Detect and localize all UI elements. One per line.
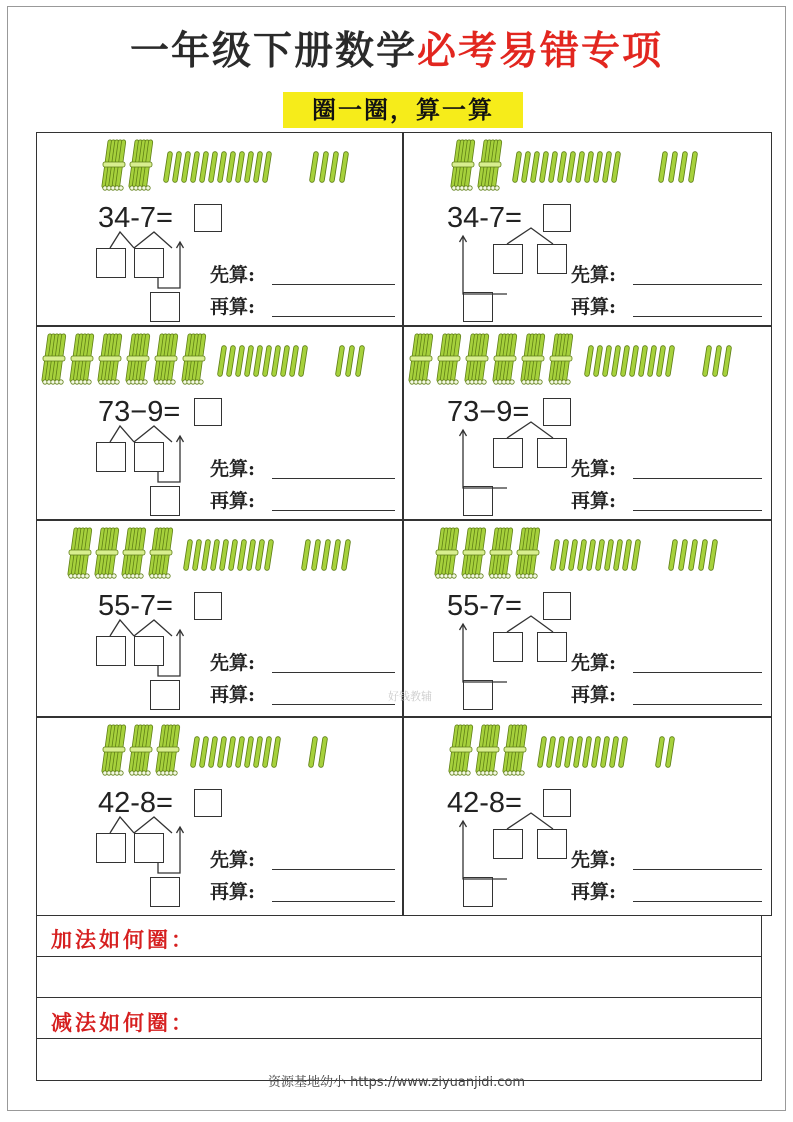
decomposition-box[interactable] [537,632,567,662]
first-step-answer-line[interactable] [633,869,762,870]
split-lines [134,232,172,248]
decomposition-box[interactable] [537,244,567,274]
decomposition-box[interactable] [96,636,126,666]
decomposition-box[interactable] [463,292,493,322]
decomposition-box[interactable] [96,442,126,472]
second-step-answer-line[interactable] [272,901,395,902]
subtraction-note-row [36,998,762,1039]
second-step-answer-line[interactable] [633,510,762,511]
first-step-label: 先算: [571,849,617,871]
decomposition-box[interactable] [134,636,164,666]
footer-source: 资源基地幼小 https://www.ziyuanjidi.com [267,1075,526,1090]
decomposition-box[interactable] [96,833,126,863]
second-step-answer-line[interactable] [633,704,762,705]
subtraction-note-label: 减法如何圈： [51,1010,195,1035]
first-step-label: 先算: [571,652,617,674]
title-part-1: 一年级下册数学 [129,29,417,74]
problem-cell [403,717,772,916]
addition-answer-line[interactable] [36,957,762,998]
decomposition-box[interactable] [537,438,567,468]
subtraction-expression: 42-8= [98,787,173,819]
first-step-label: 先算: [210,264,256,286]
first-step-label: 先算: [571,264,617,286]
first-step-label: 先算: [571,458,617,480]
page-title [0,22,793,82]
problem-cell [36,326,403,520]
subtraction-expression: 55-7= [98,590,173,622]
decomposition-box[interactable] [493,438,523,468]
decomposition-box[interactable] [150,680,180,710]
subtraction-expression: 34-7= [98,202,173,234]
decomposition-box[interactable] [150,877,180,907]
decomposition-box[interactable] [537,829,567,859]
subtraction-expression: 73−9= [98,396,181,428]
split-lines [134,817,172,833]
second-step-label: 再算: [571,490,617,512]
decomposition-box[interactable] [463,877,493,907]
second-step-label: 再算: [210,684,256,706]
first-step-answer-line[interactable] [633,478,762,479]
decomposition-box[interactable] [463,486,493,516]
decomposition-box[interactable] [493,632,523,662]
problem-cell [403,326,772,520]
first-step-answer-line[interactable] [272,284,395,285]
split-lines [507,422,553,438]
split-lines [507,813,553,829]
subtraction-expression: 42-8= [447,787,522,819]
first-step-answer-line[interactable] [272,869,395,870]
problem-cell [36,520,403,717]
decomposition-box[interactable] [134,833,164,863]
first-step-label: 先算: [210,458,256,480]
subtraction-expression: 73−9= [447,396,530,428]
split-lines [110,817,134,833]
decomposition-box[interactable] [493,244,523,274]
split-lines [134,426,172,442]
first-step-answer-line[interactable] [633,284,762,285]
problem-cell [36,717,403,916]
split-lines [110,232,134,248]
decomposition-box[interactable] [493,829,523,859]
decomposition-box[interactable] [134,442,164,472]
first-step-answer-line[interactable] [272,672,395,673]
split-lines [110,426,134,442]
second-step-answer-line[interactable] [272,704,395,705]
second-step-label: 再算: [571,296,617,318]
first-step-label: 先算: [210,652,256,674]
addition-note-label: 加法如何圈： [51,927,195,952]
first-step-label: 先算: [210,849,256,871]
second-step-label: 再算: [571,881,617,903]
second-step-answer-line[interactable] [272,316,395,317]
second-step-label: 再算: [210,881,256,903]
split-lines [507,228,553,244]
first-step-answer-line[interactable] [633,672,762,673]
subtraction-expression: 34-7= [447,202,522,234]
split-lines [507,616,553,632]
second-step-answer-line[interactable] [633,901,762,902]
split-lines [110,620,134,636]
problem-cell [403,132,772,326]
second-step-answer-line[interactable] [633,316,762,317]
decomposition-box[interactable] [150,292,180,322]
first-step-answer-line[interactable] [272,478,395,479]
subtraction-expression: 55-7= [447,590,522,622]
decomposition-box[interactable] [150,486,180,516]
problem-cell [36,132,403,326]
decomposition-box[interactable] [463,680,493,710]
section-subtitle: 圈一圈，算一算 [283,92,523,128]
watermark: 好钱教辅 [388,690,432,703]
split-lines [134,620,172,636]
second-step-label: 再算: [210,296,256,318]
addition-note-row [36,916,762,957]
decomposition-box[interactable] [134,248,164,278]
decomposition-box[interactable] [96,248,126,278]
title-part-2: 必考易错专项 [417,29,664,74]
second-step-answer-line[interactable] [272,510,395,511]
second-step-label: 再算: [210,490,256,512]
problem-cell [403,520,772,717]
second-step-label: 再算: [571,684,617,706]
